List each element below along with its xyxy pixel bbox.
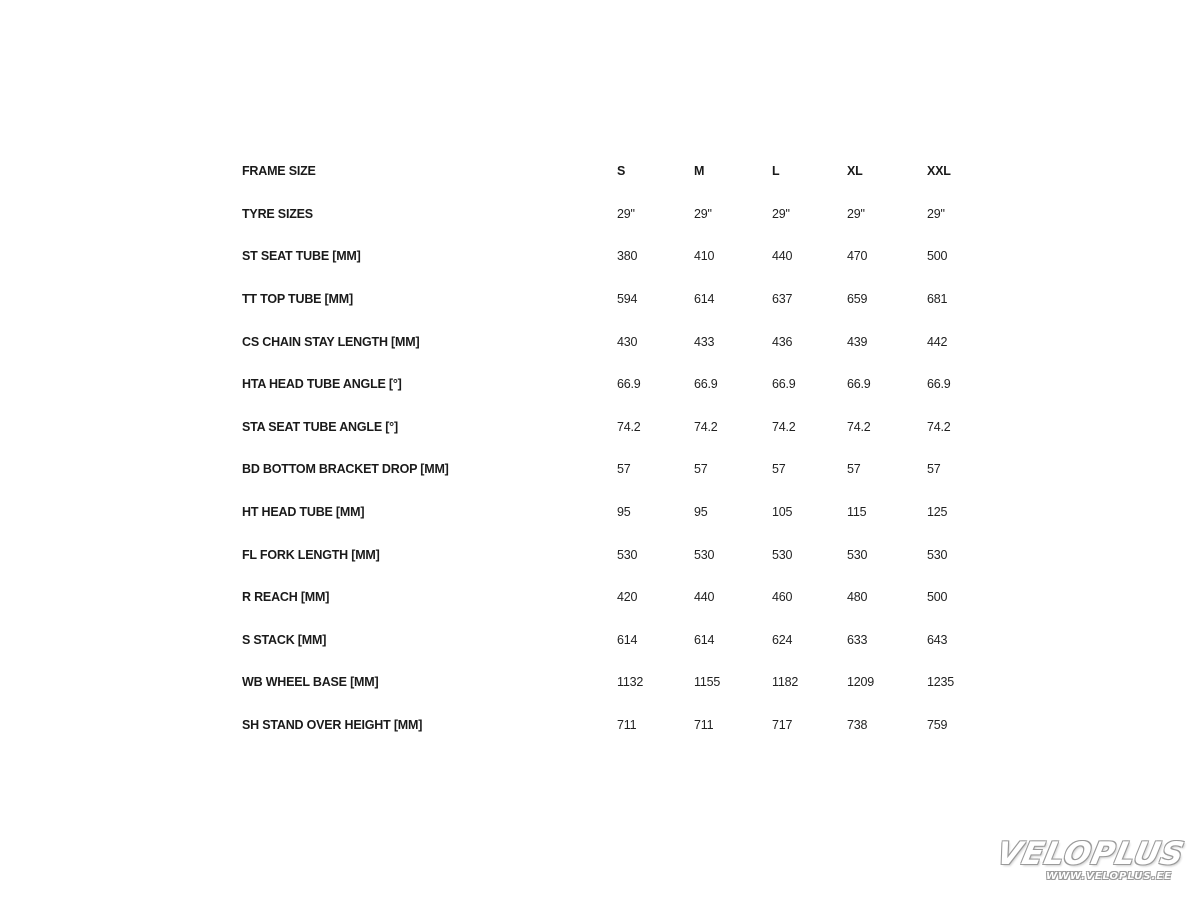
value-cell-s: 530 bbox=[617, 547, 638, 562]
value-cell-m: 410 bbox=[694, 249, 715, 264]
table-row bbox=[242, 576, 987, 619]
value-cell-m: 440 bbox=[694, 590, 715, 605]
watermark-logo-text: VELOPLUS bbox=[993, 836, 1188, 872]
table-row bbox=[242, 235, 987, 278]
value-cell-xl: 57 bbox=[847, 462, 861, 477]
row-label: HT HEAD TUBE [MM] bbox=[242, 505, 365, 520]
row-label: S STACK [MM] bbox=[242, 632, 327, 647]
value-cell-l: 624 bbox=[772, 632, 793, 647]
value-cell-m: 66.9 bbox=[694, 377, 718, 392]
value-cell-xl: 633 bbox=[847, 632, 868, 647]
value-cell-m: 614 bbox=[694, 292, 715, 307]
veloplus-watermark bbox=[993, 836, 1188, 886]
value-cell-xl: 66.9 bbox=[847, 377, 871, 392]
value-cell-l: 440 bbox=[772, 249, 793, 264]
row-label: R REACH [MM] bbox=[242, 590, 330, 605]
row-label: STA SEAT TUBE ANGLE [°] bbox=[242, 419, 398, 434]
row-label: HTA HEAD TUBE ANGLE [°] bbox=[242, 377, 402, 392]
value-cell-xl: 74.2 bbox=[847, 419, 871, 434]
value-cell-m: 74.2 bbox=[694, 419, 718, 434]
value-cell-m: 29" bbox=[694, 206, 712, 221]
row-label: FL FORK LENGTH [MM] bbox=[242, 547, 380, 562]
value-cell-xxl: 125 bbox=[927, 505, 948, 520]
table-row bbox=[242, 619, 987, 662]
row-label: ST SEAT TUBE [MM] bbox=[242, 249, 361, 264]
row-label: SH STAND OVER HEIGHT [MM] bbox=[242, 718, 423, 733]
value-cell-xxl: 1235 bbox=[927, 675, 955, 690]
value-cell-l: 530 bbox=[772, 547, 793, 562]
table-row bbox=[242, 406, 987, 449]
value-cell-m: 95 bbox=[694, 505, 708, 520]
value-cell-l: 717 bbox=[772, 718, 793, 733]
value-cell-xxl: 530 bbox=[927, 547, 948, 562]
size-heading-xl: XL bbox=[847, 164, 863, 179]
row-label: WB WHEEL BASE [MM] bbox=[242, 675, 379, 690]
row-label: BD BOTTOM BRACKET DROP [MM] bbox=[242, 462, 449, 477]
value-cell-m: 530 bbox=[694, 547, 715, 562]
value-cell-xl: 530 bbox=[847, 547, 868, 562]
value-cell-xxl: 681 bbox=[927, 292, 948, 307]
value-cell-l: 74.2 bbox=[772, 419, 796, 434]
value-cell-s: 1132 bbox=[617, 675, 644, 690]
value-cell-xxl: 643 bbox=[927, 632, 948, 647]
size-heading-l: L bbox=[772, 164, 780, 179]
value-cell-xl: 115 bbox=[847, 505, 867, 520]
value-cell-s: 420 bbox=[617, 590, 638, 605]
value-cell-xxl: 500 bbox=[927, 249, 948, 264]
value-cell-l: 1182 bbox=[772, 675, 799, 690]
watermark-url-text: WWW.VELOPLUS.EE bbox=[1045, 871, 1172, 882]
frame-size-heading: FRAME SIZE bbox=[242, 164, 316, 179]
value-cell-s: 430 bbox=[617, 334, 638, 349]
table-row bbox=[242, 661, 987, 704]
size-heading-m: M bbox=[694, 164, 705, 179]
value-cell-l: 57 bbox=[772, 462, 786, 477]
table-body bbox=[242, 193, 987, 747]
value-cell-xl: 29" bbox=[847, 206, 865, 221]
value-cell-s: 74.2 bbox=[617, 419, 641, 434]
frame-geometry-table bbox=[242, 150, 987, 746]
size-heading-s: S bbox=[617, 164, 626, 179]
value-cell-xl: 738 bbox=[847, 718, 868, 733]
value-cell-l: 66.9 bbox=[772, 377, 796, 392]
value-cell-s: 57 bbox=[617, 462, 631, 477]
value-cell-s: 95 bbox=[617, 505, 631, 520]
row-label: TT TOP TUBE [MM] bbox=[242, 292, 353, 307]
value-cell-xl: 480 bbox=[847, 590, 868, 605]
value-cell-xxl: 442 bbox=[927, 334, 948, 349]
value-cell-xl: 1209 bbox=[847, 675, 875, 690]
value-cell-xxl: 57 bbox=[927, 462, 941, 477]
value-cell-m: 711 bbox=[694, 718, 714, 733]
value-cell-m: 1155 bbox=[694, 675, 721, 690]
value-cell-s: 380 bbox=[617, 249, 638, 264]
value-cell-l: 29" bbox=[772, 206, 790, 221]
value-cell-m: 433 bbox=[694, 334, 715, 349]
table-row bbox=[242, 533, 987, 576]
table-row bbox=[242, 278, 987, 321]
value-cell-l: 105 bbox=[772, 505, 793, 520]
value-cell-m: 614 bbox=[694, 632, 715, 647]
value-cell-s: 594 bbox=[617, 292, 638, 307]
value-cell-s: 711 bbox=[617, 718, 637, 733]
value-cell-xxl: 74.2 bbox=[927, 419, 951, 434]
size-heading-xxl: XXL bbox=[927, 164, 951, 179]
value-cell-l: 460 bbox=[772, 590, 793, 605]
table-row bbox=[242, 448, 987, 491]
table-row bbox=[242, 363, 987, 406]
value-cell-xl: 470 bbox=[847, 249, 868, 264]
value-cell-m: 57 bbox=[694, 462, 708, 477]
row-label: CS CHAIN STAY LENGTH [MM] bbox=[242, 334, 420, 349]
value-cell-s: 614 bbox=[617, 632, 638, 647]
table-row bbox=[242, 704, 987, 747]
value-cell-xxl: 500 bbox=[927, 590, 948, 605]
table-row bbox=[242, 193, 987, 236]
table-row bbox=[242, 320, 987, 363]
value-cell-s: 66.9 bbox=[617, 377, 641, 392]
value-cell-l: 436 bbox=[772, 334, 793, 349]
value-cell-l: 637 bbox=[772, 292, 793, 307]
value-cell-xxl: 66.9 bbox=[927, 377, 951, 392]
value-cell-s: 29" bbox=[617, 206, 635, 221]
table-header-row bbox=[242, 150, 987, 193]
value-cell-xl: 659 bbox=[847, 292, 868, 307]
value-cell-xl: 439 bbox=[847, 334, 868, 349]
value-cell-xxl: 759 bbox=[927, 718, 948, 733]
table-row bbox=[242, 491, 987, 534]
row-label: TYRE SIZES bbox=[242, 206, 313, 221]
value-cell-xxl: 29" bbox=[927, 206, 945, 221]
